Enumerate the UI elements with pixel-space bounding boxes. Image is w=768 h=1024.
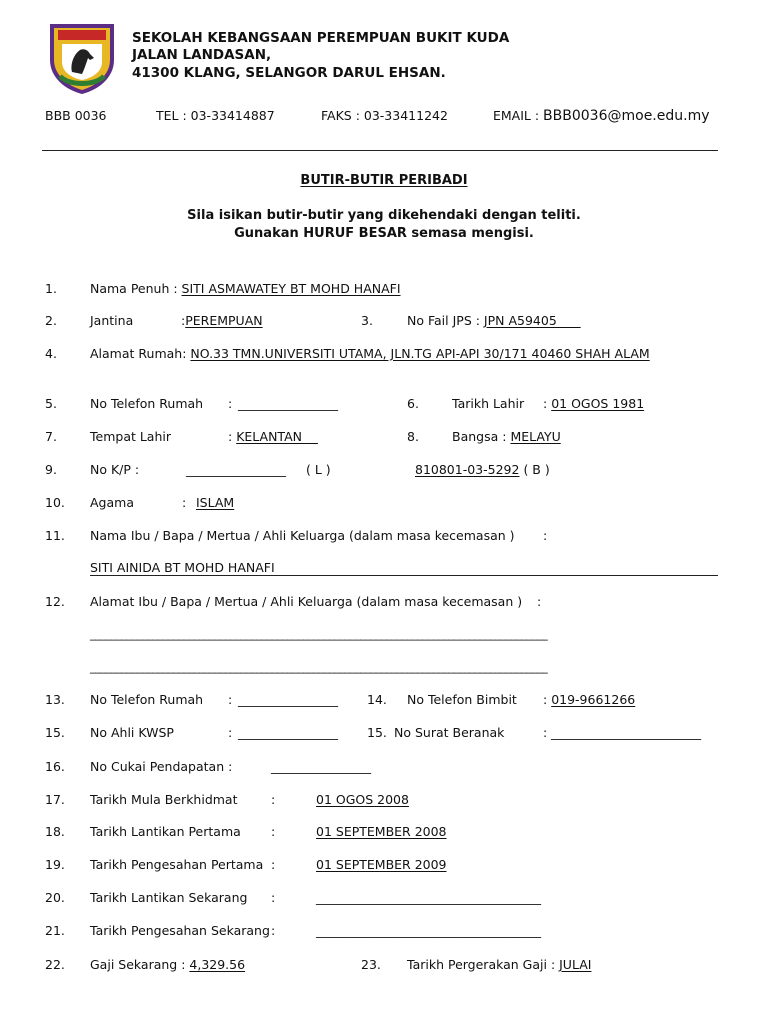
field-number: 2.: [45, 313, 57, 328]
field-number: 7.: [45, 429, 57, 444]
field-number: 22.: [45, 957, 65, 972]
current-appointment-blank: ____________________________________: [316, 890, 541, 905]
field-number: 16.: [45, 759, 65, 774]
field-number: 1.: [45, 281, 57, 296]
field-number: 15.: [367, 725, 387, 740]
field-number: 19.: [45, 857, 65, 872]
field-number: 21.: [45, 923, 65, 938]
salary-movement-value: JULAI: [559, 957, 592, 972]
field-separator: :: [271, 890, 276, 905]
mobile-phone-value: 019-9661266: [551, 692, 636, 707]
school-address-line1: JALAN LANDASAN,: [132, 47, 272, 63]
salary-value: 4,329.56: [189, 957, 246, 972]
field-label: Tarikh Pengesahan Sekarang: [90, 923, 270, 938]
income-tax-blank: ________________: [271, 759, 371, 774]
field-separator: :: [228, 692, 233, 707]
email-value: BBB0036@moe.edu.my: [543, 108, 710, 124]
race-value: MELAYU: [510, 429, 561, 444]
first-confirmation-value: 01 SEPTEMBER 2009: [316, 857, 447, 872]
field-number: 11.: [45, 528, 65, 543]
birth-date-value: 01 OGOS 1981: [551, 396, 645, 411]
field-number: 17.: [45, 792, 65, 807]
field-label: Tarikh Pengesahan Pertama: [90, 857, 264, 872]
emergency-contact-name: SITI AINIDA BT MOHD HANAFI: [90, 560, 275, 575]
field-number: 4.: [45, 346, 57, 361]
field-number: 9.: [45, 462, 57, 477]
first-appointment-value: 01 SEPTEMBER 2008: [316, 824, 447, 839]
jps-file-field: [407, 313, 581, 328]
field-separator: :: [228, 725, 233, 740]
field-label: Jantina: [90, 313, 134, 328]
field-number: 3.: [361, 313, 373, 328]
ic-new-field: [415, 462, 550, 477]
instruction-line2: Gunakan HURUF BESAR semasa mengisi.: [234, 226, 534, 241]
emergency-address-blank-1: ________________________________________________________________________________________: [90, 627, 548, 641]
ic-new-suffix: ( B ): [523, 462, 550, 477]
field-label: Gaji Sekarang :: [90, 957, 190, 972]
home-address-field: [90, 346, 650, 361]
field-separator: :: [543, 396, 552, 411]
field-separator: :: [271, 792, 276, 807]
field-label: Tarikh Lantikan Pertama: [90, 824, 241, 839]
field-number: 14.: [367, 692, 387, 707]
birth-cert-blank: ________________________: [551, 725, 701, 740]
header-divider: [42, 150, 718, 151]
email-block: [493, 108, 710, 124]
home-address-value: NO.33 TMN.UNIVERSITI UTAMA, JLN.TG API-API 30/171 40460 SHAH ALAM: [190, 346, 650, 361]
field-separator: :: [271, 857, 276, 872]
ic-new-value: 810801-03-5292: [415, 462, 520, 477]
field-number: 18.: [45, 824, 65, 839]
religion-value: ISLAM: [196, 495, 235, 510]
field-separator: :: [182, 495, 187, 510]
instruction-line1: Sila isikan butir-butir yang dikehendaki dengan teliti.: [187, 208, 581, 223]
field-separator: :: [181, 313, 186, 328]
field-separator: :: [543, 692, 552, 707]
service-start-value: 01 OGOS 2008: [316, 792, 409, 807]
race-field: [452, 429, 561, 444]
field-number: 15.: [45, 725, 65, 740]
gender-field: [181, 313, 263, 328]
full-name-field: [90, 281, 401, 296]
school-name: SEKOLAH KEBANGSAAN PEREMPUAN BUKIT KUDA: [132, 30, 510, 46]
field-label: No Surat Beranak: [394, 725, 505, 740]
field-label: Bangsa :: [452, 429, 511, 444]
jps-file-value: JPN A59405: [483, 313, 581, 328]
telephone: TEL : 03-33414887: [156, 108, 275, 123]
field-label: No Telefon Rumah: [90, 396, 204, 411]
form-title: BUTIR-BUTIR PERIBADI: [300, 173, 468, 188]
birthplace-field: [228, 429, 318, 444]
field-label: No Cukai Pendapatan :: [90, 759, 233, 774]
current-confirmation-blank: ____________________________________: [316, 923, 541, 938]
emergency-address-blank-2: ________________________________________________________________________________________: [90, 660, 548, 674]
field-number: 8.: [407, 429, 419, 444]
field-label: Nama Penuh :: [90, 281, 182, 296]
field-label: Tarikh Lahir: [452, 396, 525, 411]
field-number: 12.: [45, 594, 65, 609]
emergency-contact-underline: [90, 575, 718, 576]
birthplace-value: KELANTAN: [236, 429, 318, 444]
school-code: BBB 0036: [45, 108, 107, 123]
field-label: No Fail JPS :: [407, 313, 484, 328]
home-phone-blank: ________________: [238, 396, 338, 411]
field-separator: :: [543, 528, 548, 543]
ic-old-blank: ________________: [186, 462, 286, 477]
full-name-value: SITI ASMAWATEY BT MOHD HANAFI: [181, 281, 401, 296]
field-label: Tempat Lahir: [90, 429, 172, 444]
field-label: Alamat Rumah:: [90, 346, 191, 361]
birth-date-field: [543, 396, 644, 411]
field-label: Agama: [90, 495, 134, 510]
field-number: 20.: [45, 890, 65, 905]
field-label: No Ahli KWSP: [90, 725, 174, 740]
home-phone-blank-2: ________________: [238, 692, 338, 707]
field-separator: :: [271, 824, 276, 839]
school-crest-logo: [44, 20, 120, 96]
fax: FAKS : 03-33411242: [321, 108, 448, 123]
mobile-phone-field: [543, 692, 635, 707]
salary-movement-field: [407, 957, 591, 972]
field-separator: :: [228, 396, 233, 411]
field-label: No Telefon Rumah: [90, 692, 204, 707]
field-number: 23.: [361, 957, 381, 972]
field-label: Tarikh Mula Berkhidmat: [90, 792, 238, 807]
field-number: 13.: [45, 692, 65, 707]
field-label: Nama Ibu / Bapa / Mertua / Ahli Keluarga (dalam masa kecemasan ): [90, 528, 515, 543]
school-address-line2: 41300 KLANG, SELANGOR DARUL EHSAN.: [132, 65, 446, 81]
ic-old-suffix: ( L ): [306, 462, 331, 477]
field-number: 6.: [407, 396, 419, 411]
field-label: No K/P :: [90, 462, 140, 477]
field-separator: :: [537, 594, 542, 609]
email-label: EMAIL :: [493, 108, 544, 123]
field-label: Tarikh Pergerakan Gaji :: [407, 957, 560, 972]
gender-value: PEREMPUAN: [185, 313, 263, 328]
salary-field: [90, 957, 245, 972]
field-separator: :: [228, 429, 237, 444]
field-separator: :: [543, 725, 548, 740]
field-label: Alamat Ibu / Bapa / Mertua / Ahli Keluarga (dalam masa kecemasan ): [90, 594, 523, 609]
field-number: 10.: [45, 495, 65, 510]
kwsp-blank: ________________: [238, 725, 338, 740]
field-number: 5.: [45, 396, 57, 411]
field-separator: :: [271, 923, 276, 938]
field-label: Tarikh Lantikan Sekarang: [90, 890, 248, 905]
field-label: No Telefon Bimbit: [407, 692, 517, 707]
